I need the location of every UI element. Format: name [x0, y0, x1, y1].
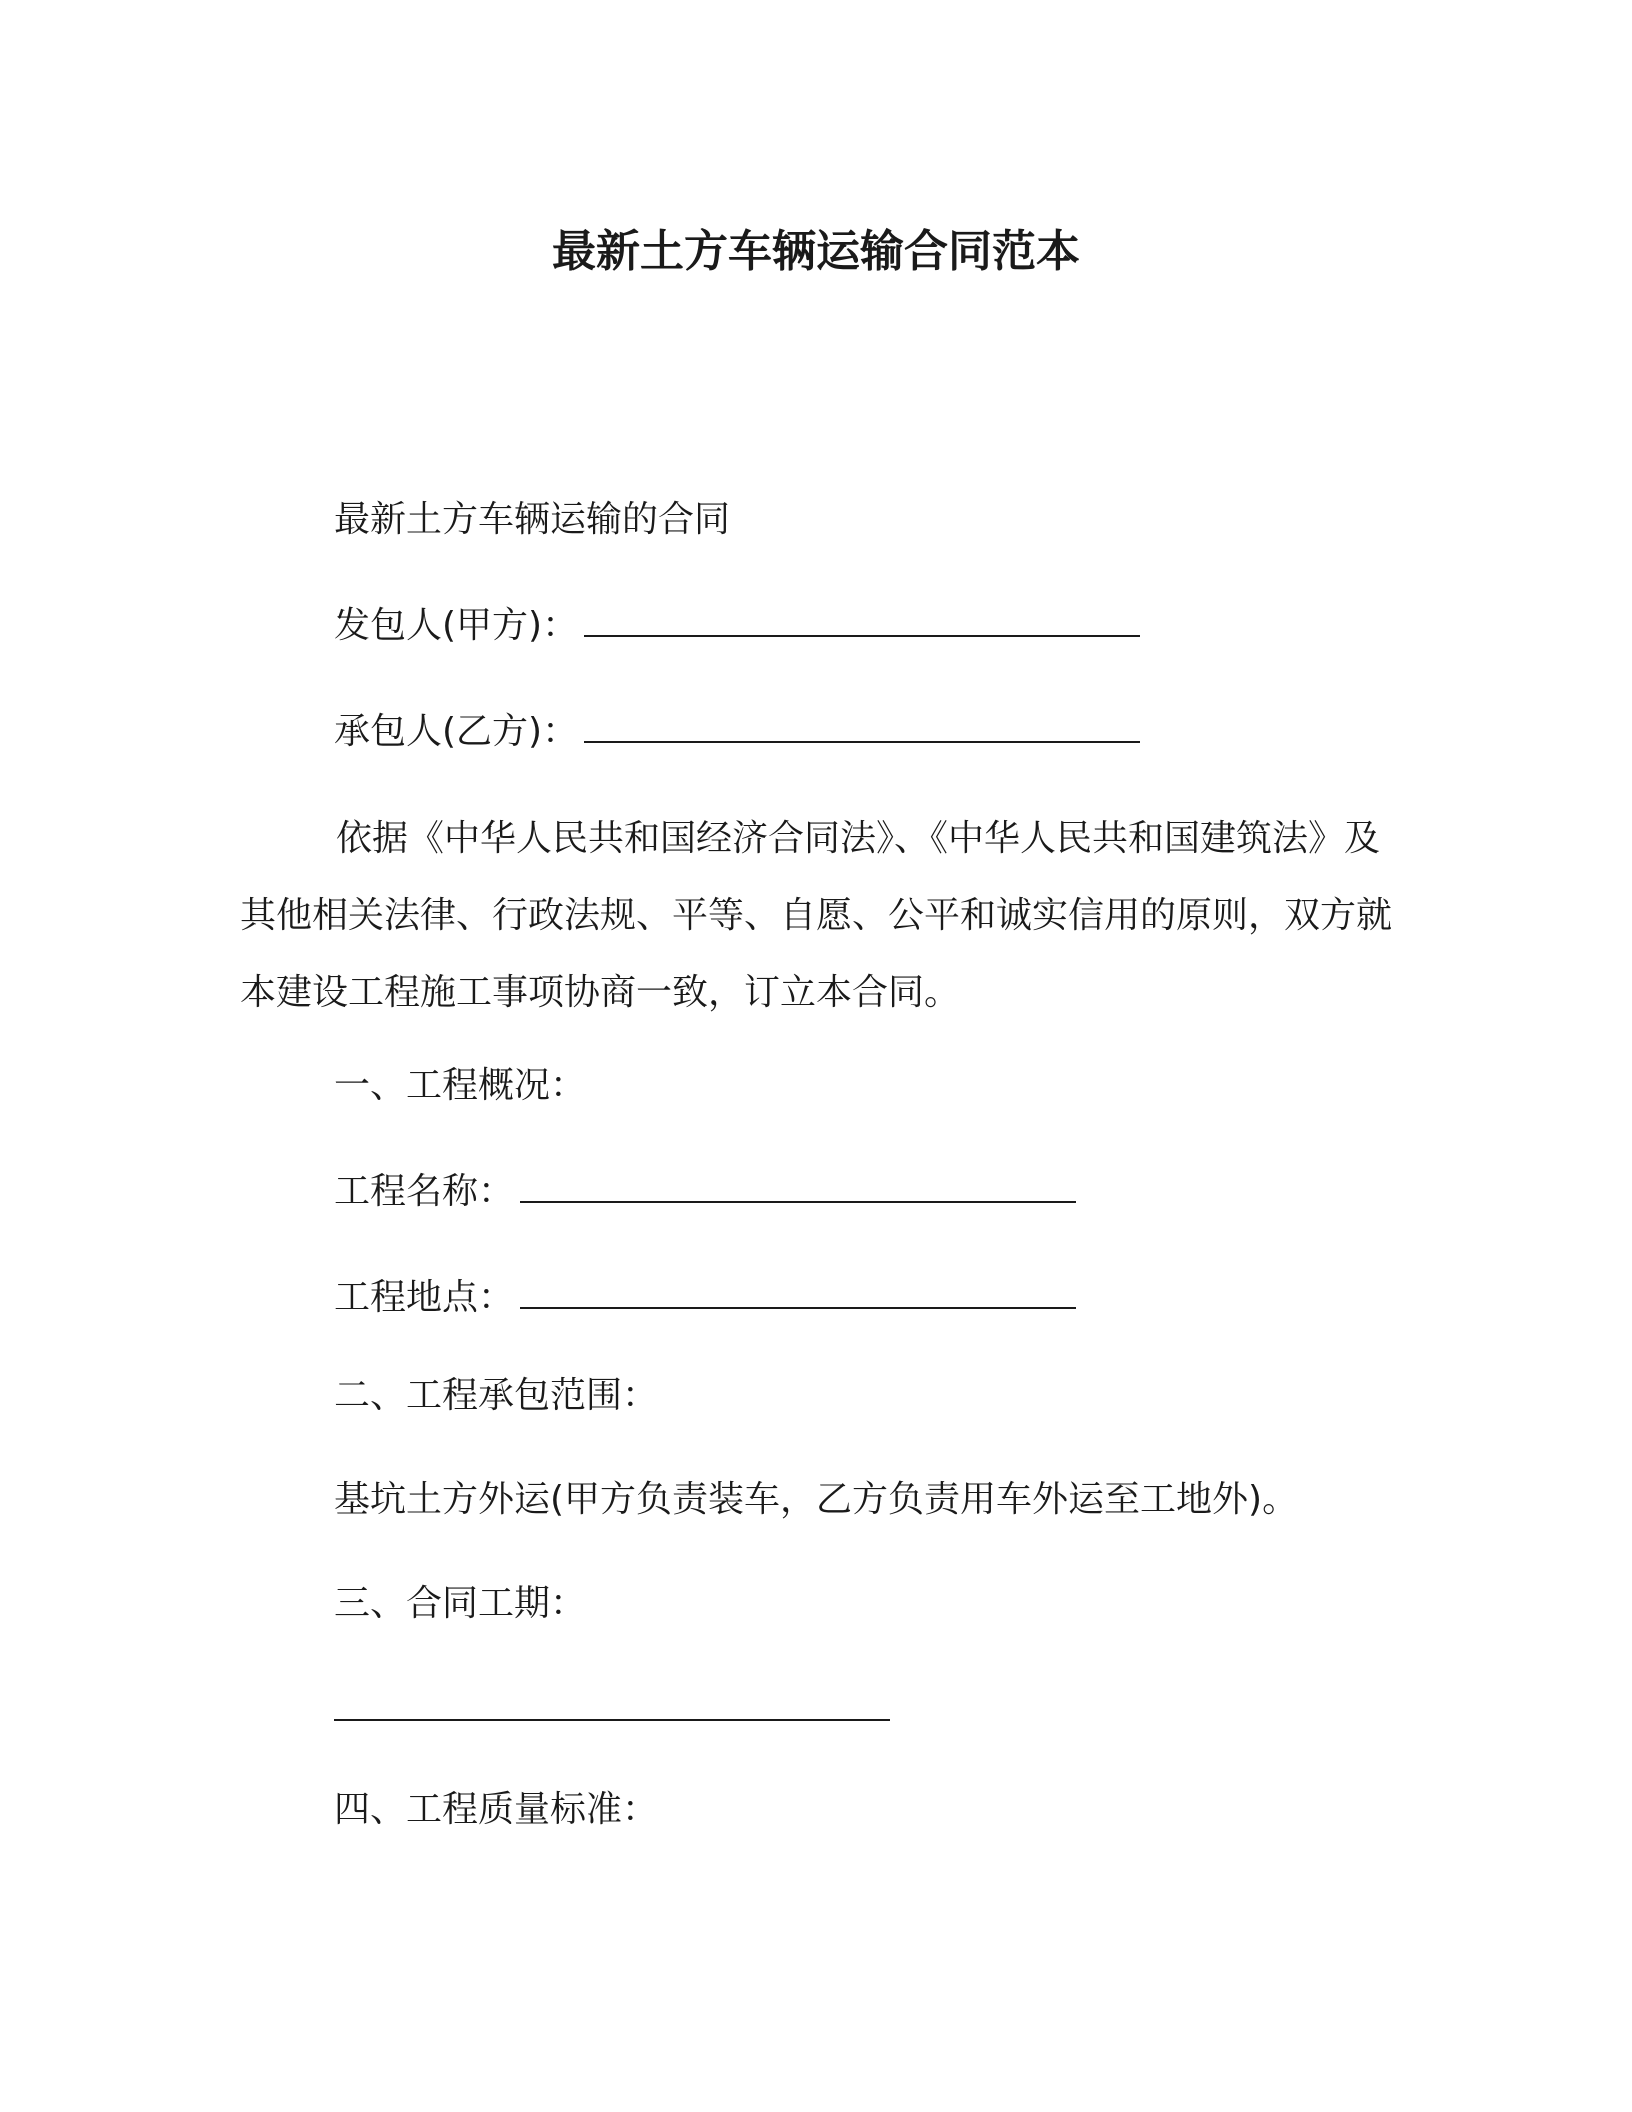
project-name-blank[interactable]: [520, 1167, 1076, 1203]
section4-heading: 四、工程质量标准：: [334, 1789, 659, 1830]
contract-period-row: [334, 1684, 890, 1736]
party-a-blank[interactable]: [584, 601, 1140, 637]
project-location-blank[interactable]: [520, 1273, 1076, 1309]
contract-period-blank[interactable]: [334, 1685, 890, 1721]
section1-heading: 一、工程概况：: [334, 1065, 587, 1106]
party-a-row: [334, 600, 1140, 652]
project-location-row: [334, 1272, 1076, 1324]
party-b-label: 承包人(乙方)：: [334, 711, 579, 752]
project-location-label: 工程地点：: [334, 1277, 515, 1318]
section2-body: 基坑土方外运(甲方负责装车，乙方负责用车外运至工地外)。: [334, 1479, 1299, 1520]
party-b-blank[interactable]: [584, 707, 1140, 743]
section3-heading: 三、合同工期：: [334, 1583, 587, 1624]
party-a-label: 发包人(甲方)：: [334, 605, 579, 646]
project-name-label: 工程名称：: [334, 1171, 515, 1212]
party-b-row: [334, 706, 1140, 758]
preamble-paragraph: 依据《中华人民共和国经济合同法》、《中华人民共和国建筑法》及其他相关法律、行政法规、平等、自愿、公平和诚实信用的原则，双方就本建设工程施工事项协商一致，订立本合同。: [240, 818, 1393, 1013]
section2-heading: 二、工程承包范围：: [334, 1375, 659, 1416]
project-name-row: [334, 1166, 1076, 1218]
document-title: 最新土方车辆运输合同范本: [552, 226, 1080, 277]
contract-subtitle: 最新土方车辆运输的合同: [334, 499, 731, 540]
